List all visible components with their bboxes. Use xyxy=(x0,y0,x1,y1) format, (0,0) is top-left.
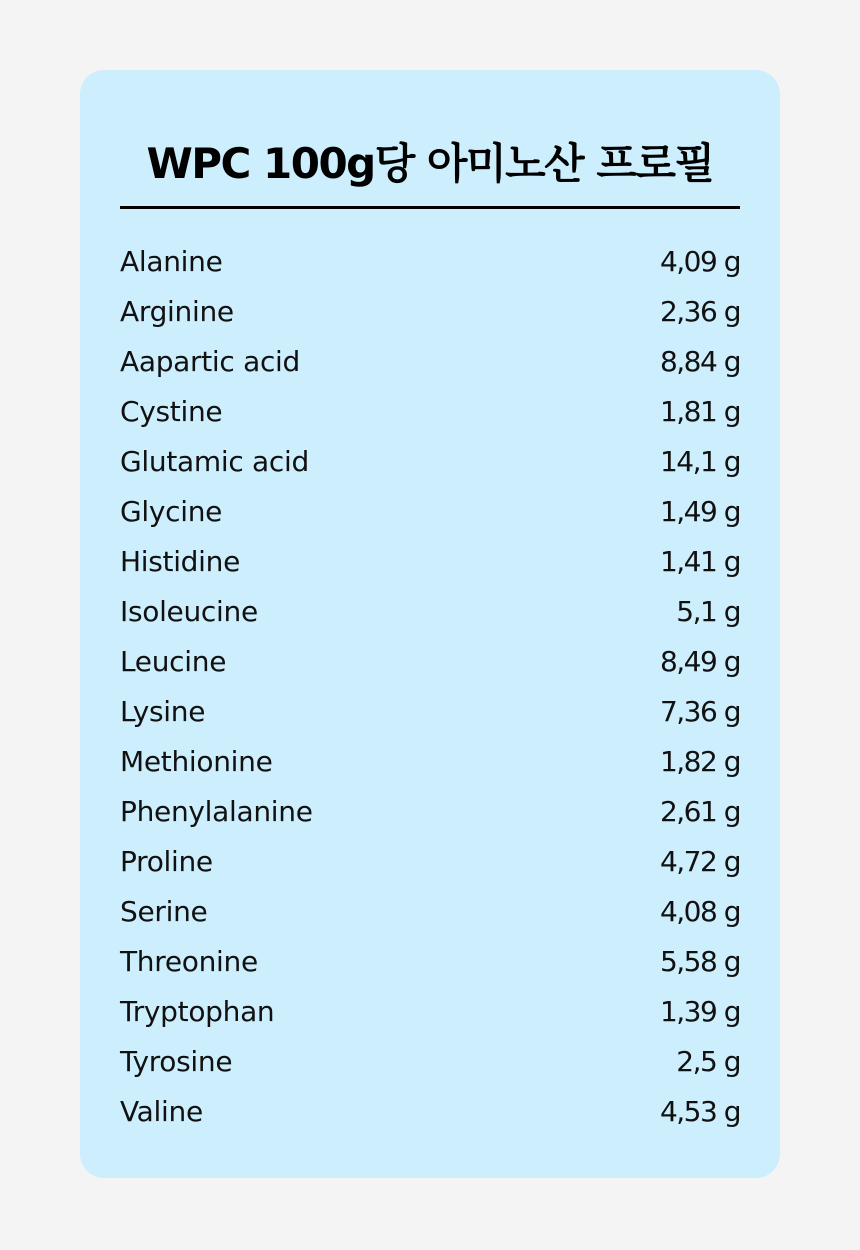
amino-acid-amount: 8,84 g xyxy=(659,344,740,378)
amino-acid-amount: 1,39 g xyxy=(659,994,740,1028)
amino-acid-name: Tyrosine xyxy=(120,1044,233,1078)
list-item xyxy=(120,386,740,436)
amino-acid-name: Alanine xyxy=(120,244,223,278)
list-item xyxy=(120,586,740,636)
amino-acid-list xyxy=(120,236,740,1136)
amino-acid-amount: 8,49 g xyxy=(659,644,740,678)
list-item xyxy=(120,686,740,736)
amino-acid-name: Aapartic acid xyxy=(120,344,301,378)
amino-acid-amount: 2,5 g xyxy=(676,1044,740,1078)
amino-acid-name: Histidine xyxy=(120,544,241,578)
amino-acid-name: Proline xyxy=(120,844,213,878)
list-item xyxy=(120,786,740,836)
list-item xyxy=(120,836,740,886)
list-item xyxy=(120,636,740,686)
list-item xyxy=(120,286,740,336)
title-divider xyxy=(120,206,740,209)
amino-acid-amount: 5,1 g xyxy=(676,594,740,628)
amino-acid-name: Threonine xyxy=(120,944,258,978)
amino-acid-amount: 4,09 g xyxy=(659,244,740,278)
amino-acid-amount: 5,58 g xyxy=(659,944,740,978)
amino-acid-amount: 4,72 g xyxy=(659,844,740,878)
list-item xyxy=(120,336,740,386)
amino-acid-amount: 2,61 g xyxy=(659,794,740,828)
list-item xyxy=(120,486,740,536)
list-item xyxy=(120,936,740,986)
list-item xyxy=(120,986,740,1036)
list-item xyxy=(120,1086,740,1136)
amino-acid-amount: 4,53 g xyxy=(659,1094,740,1128)
amino-acid-name: Valine xyxy=(120,1094,203,1128)
amino-acid-amount: 1,49 g xyxy=(659,494,740,528)
amino-acid-amount: 1,41 g xyxy=(659,544,740,578)
amino-acid-amount: 4,08 g xyxy=(659,894,740,928)
list-item xyxy=(120,886,740,936)
amino-acid-name: Phenylalanine xyxy=(120,794,313,828)
amino-acid-name: Tryptophan xyxy=(120,994,275,1028)
amino-acid-name: Isoleucine xyxy=(120,594,258,628)
list-item xyxy=(120,736,740,786)
amino-acid-amount: 1,82 g xyxy=(659,744,740,778)
amino-acid-name: Glycine xyxy=(120,494,223,528)
amino-acid-amount: 2,36 g xyxy=(659,294,740,328)
amino-acid-name: Serine xyxy=(120,894,208,928)
amino-acid-name: Arginine xyxy=(120,294,234,328)
list-item xyxy=(120,236,740,286)
amino-acid-name: Leucine xyxy=(120,644,227,678)
amino-acid-amount: 14,1 g xyxy=(659,444,740,478)
list-item xyxy=(120,1036,740,1086)
amino-acid-amount: 1,81 g xyxy=(659,394,740,428)
list-item xyxy=(120,436,740,486)
amino-acid-name: Glutamic acid xyxy=(120,444,309,478)
amino-acid-name: Lysine xyxy=(120,694,206,728)
amino-acid-name: Methionine xyxy=(120,744,273,778)
amino-acid-name: Cystine xyxy=(120,394,223,428)
list-item xyxy=(120,536,740,586)
page-title: WPC 100g당 아미노산 프로필 xyxy=(146,139,714,188)
amino-acid-amount: 7,36 g xyxy=(659,694,740,728)
